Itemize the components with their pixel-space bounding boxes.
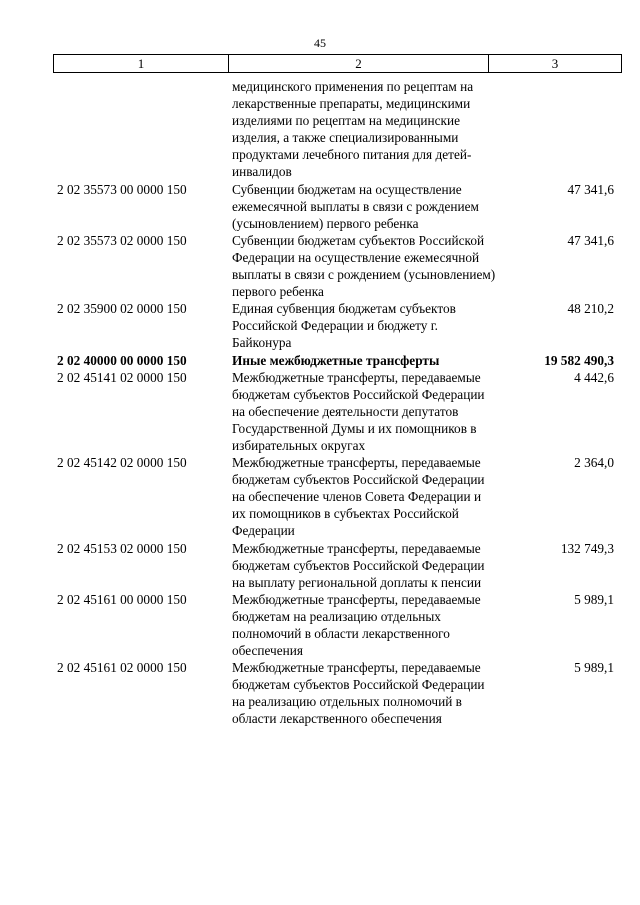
- budget-item-name: Межбюджетные трансферты, передаваемые бюджетам на реализацию отдельных полномочий в области лекарственного обеспечения: [232, 591, 481, 659]
- budget-amount: 47 341,6: [567, 232, 614, 248]
- budget-code: 2 02 40000 00 0000 150: [57, 352, 187, 368]
- table-row-section-total: [53, 352, 621, 369]
- budget-item-name: Межбюджетные трансферты, передаваемые бюджетам субъектов Российской Федерации на выплату региональной доплаты к пенсии: [232, 540, 485, 590]
- budget-item-name: Субвенции бюджетам субъектов Российской Федерации на осуществление ежемесячной выплаты в связи с рождением (усыновлением) первого ребенка: [232, 232, 496, 300]
- budget-code: 2 02 45161 00 0000 150: [57, 591, 187, 607]
- budget-amount: 5 989,1: [574, 591, 614, 607]
- budget-code: 2 02 35900 02 0000 150: [57, 301, 187, 317]
- table-row: [53, 232, 621, 300]
- budget-item-name: Межбюджетные трансферты, передаваемые бюджетам субъектов Российской Федерации на обеспечение деятельности депутатов Государственной Думы и их помощников в избирательных округах: [232, 369, 485, 453]
- column-header-2: 2: [229, 55, 489, 73]
- table-row: [53, 78, 621, 181]
- table-row: [53, 369, 621, 454]
- budget-code: 2 02 45141 02 0000 150: [57, 369, 187, 385]
- table-row: [53, 181, 621, 232]
- budget-item-name: Единая субвенция бюджетам субъектов Российской Федерации и бюджету г. Байконура: [232, 301, 456, 351]
- budget-code: 2 02 35573 00 0000 150: [57, 181, 187, 197]
- table-row: [53, 540, 621, 591]
- budget-code: 2 02 45142 02 0000 150: [57, 455, 187, 471]
- budget-rows: [53, 78, 621, 728]
- budget-code: 2 02 45153 02 0000 150: [57, 540, 187, 556]
- budget-item-name: Субвенции бюджетам на осуществление ежемесячной выплаты в связи с рождением (усыновлением) первого ребенка: [232, 181, 479, 231]
- budget-code: 2 02 45161 02 0000 150: [57, 660, 187, 676]
- budget-amount: 132 749,3: [560, 540, 614, 556]
- budget-item-name: медицинского применения по рецептам на лекарственные препараты, медицинскими изделиями по рецептам на медицинские изделия, а также специализированными продуктами лечебного питания для детей-инвалидов: [232, 79, 474, 180]
- budget-item-name: Межбюджетные трансферты, передаваемые бюджетам субъектов Российской Федерации на обеспечение членов Совета Федерации и их помощников в субъектах Российской Федерации: [232, 455, 485, 539]
- page-number: 45: [314, 36, 326, 50]
- table-row: [53, 659, 621, 727]
- budget-amount: 47 341,6: [567, 181, 614, 197]
- budget-amount: 5 989,1: [574, 660, 614, 676]
- budget-amount: 19 582 490,3: [544, 352, 614, 368]
- budget-amount: 4 442,6: [574, 369, 614, 385]
- table-row: [53, 300, 621, 351]
- budget-item-name: Межбюджетные трансферты, передаваемые бюджетам субъектов Российской Федерации на реализацию отдельных полномочий в области лекарственного обеспечения: [232, 660, 485, 727]
- budget-amount: 48 210,2: [567, 301, 614, 317]
- budget-item-name: Иные межбюджетные трансферты: [232, 352, 440, 368]
- budget-amount: 2 364,0: [574, 455, 614, 471]
- table-row: [53, 454, 621, 539]
- column-header-1: 1: [54, 55, 229, 73]
- column-header-row: [54, 55, 622, 73]
- column-header-3: 3: [489, 55, 622, 73]
- table-row: [53, 591, 621, 659]
- column-header-table: [53, 54, 622, 73]
- budget-code: 2 02 35573 02 0000 150: [57, 232, 187, 248]
